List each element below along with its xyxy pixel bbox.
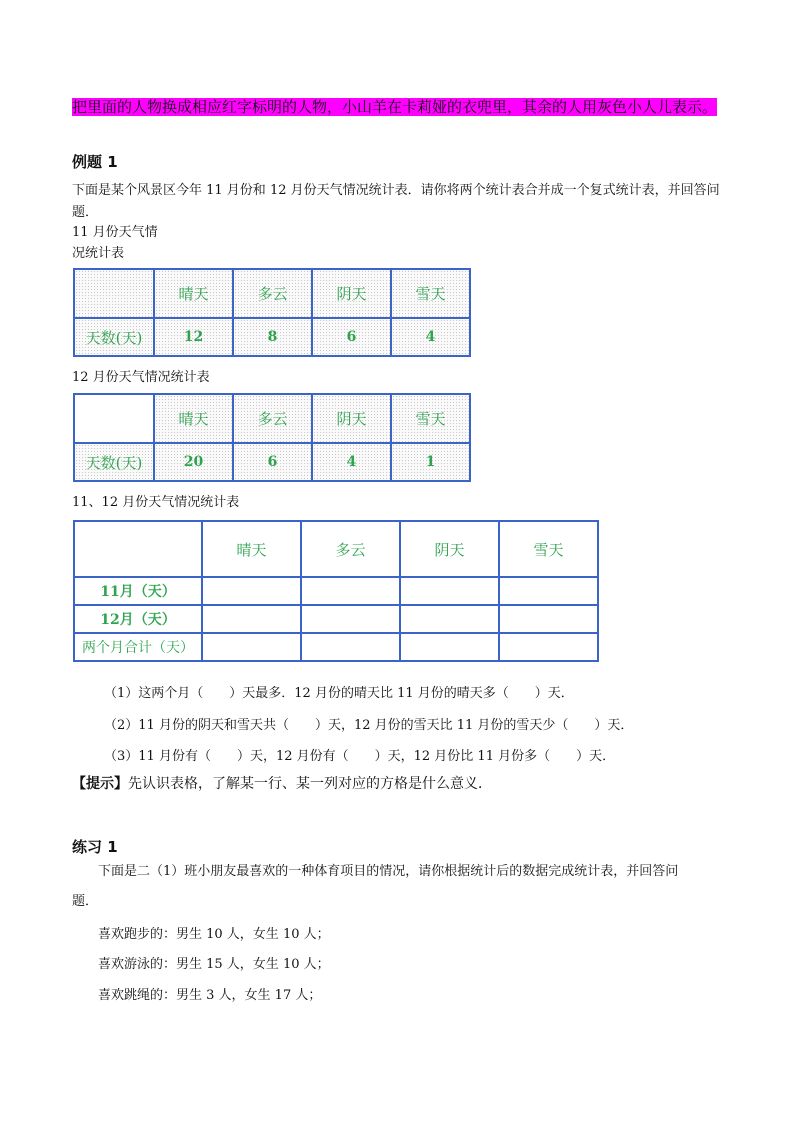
practice-intro-line1: 下面是二（1）班小朋友最喜欢的一种体育项目的情况，请你根据统计后的数据完成统计表，并回答问 — [98, 864, 679, 879]
blank-cell[interactable] — [499, 605, 598, 633]
value-cell: 6 — [312, 318, 391, 356]
header-cell: 多云 — [301, 521, 400, 577]
table1-title-line2: 况统计表 — [72, 246, 125, 261]
header-cell: 多云 — [233, 394, 312, 443]
row-label-nov: 11月（天） — [74, 577, 202, 605]
table1-title-line1: 11 月份天气情 — [72, 225, 158, 240]
example-intro: 下面是某个风景区今年 11 月份和 12 月份天气情况统计表．请你将两个统计表合并成一个复式统计表，并回答问题． — [72, 183, 720, 220]
value-cell: 4 — [312, 443, 391, 481]
header-cell: 阴天 — [312, 269, 391, 318]
practice-item: 喜欢跳绳的：男生 3 人，女生 17 人； — [98, 988, 322, 1003]
header-cell: 晴天 — [154, 269, 233, 318]
blank-cell[interactable] — [202, 605, 301, 633]
hint — [72, 773, 492, 795]
blank-cell[interactable] — [400, 577, 499, 605]
practice-item: 喜欢跑步的：男生 10 人，女生 10 人； — [98, 927, 330, 942]
row-label-dec: 12月（天） — [74, 605, 202, 633]
value-cell: 20 — [154, 443, 233, 481]
blank-cell[interactable] — [301, 577, 400, 605]
blank-cell[interactable] — [301, 605, 400, 633]
table-corner-cell — [74, 269, 154, 318]
question-3: （3）11 月份有（ ）天，12 月份有（ ）天，12 月份比 11 月份多（ ）天． — [104, 749, 616, 764]
example-title: 例题 1 — [72, 153, 118, 171]
header-cell: 雪天 — [391, 269, 470, 318]
header-cell: 雪天 — [499, 521, 598, 577]
value-cell: 4 — [391, 318, 470, 356]
hint-label: 【提示】 — [72, 776, 128, 792]
header-cell: 阴天 — [400, 521, 499, 577]
practice-title: 练习 1 — [72, 838, 118, 856]
question-1: （1）这两个月（ ）天最多．12 月份的晴天比 11 月份的晴天多（ ）天． — [104, 686, 574, 701]
instruction-note: 把里面的人物换成相应红字标明的人物，小山羊在卡莉娅的衣兜里，其余的人用灰色小人儿表示。 — [72, 98, 718, 116]
blank-cell[interactable] — [400, 605, 499, 633]
table-corner-cell — [74, 521, 202, 577]
december-table — [73, 393, 471, 482]
header-cell: 雪天 — [391, 394, 470, 443]
header-cell: 晴天 — [202, 521, 301, 577]
practice-intro-line2: 题． — [72, 894, 99, 909]
row-label: 天数(天) — [74, 318, 154, 356]
blank-cell[interactable] — [202, 633, 301, 661]
header-cell: 多云 — [233, 269, 312, 318]
header-cell: 晴天 — [154, 394, 233, 443]
blank-cell[interactable] — [499, 633, 598, 661]
november-table — [73, 268, 471, 357]
table2-title: 12 月份天气情况统计表 — [72, 370, 210, 385]
value-cell: 8 — [233, 318, 312, 356]
value-cell: 1 — [391, 443, 470, 481]
row-label: 天数(天) — [74, 443, 154, 481]
blank-cell[interactable] — [499, 577, 598, 605]
combined-table — [73, 520, 599, 662]
hint-text: 先认识表格，了解某一行、某一列对应的方格是什么意义． — [128, 776, 492, 792]
blank-cell[interactable] — [400, 633, 499, 661]
row-label-total: 两个月合计（天） — [74, 633, 202, 661]
question-2: （2）11 月份的阴天和雪天共（ ）天，12 月份的雪天比 11 月份的雪天少（ ）天． — [104, 718, 634, 733]
value-cell: 6 — [233, 443, 312, 481]
header-cell: 阴天 — [312, 394, 391, 443]
table3-title: 11、12 月份天气情况统计表 — [72, 495, 240, 510]
blank-cell[interactable] — [301, 633, 400, 661]
blank-cell[interactable] — [202, 577, 301, 605]
table-corner-cell — [74, 394, 154, 443]
practice-item: 喜欢游泳的：男生 15 人，女生 10 人； — [98, 957, 330, 972]
value-cell: 12 — [154, 318, 233, 356]
